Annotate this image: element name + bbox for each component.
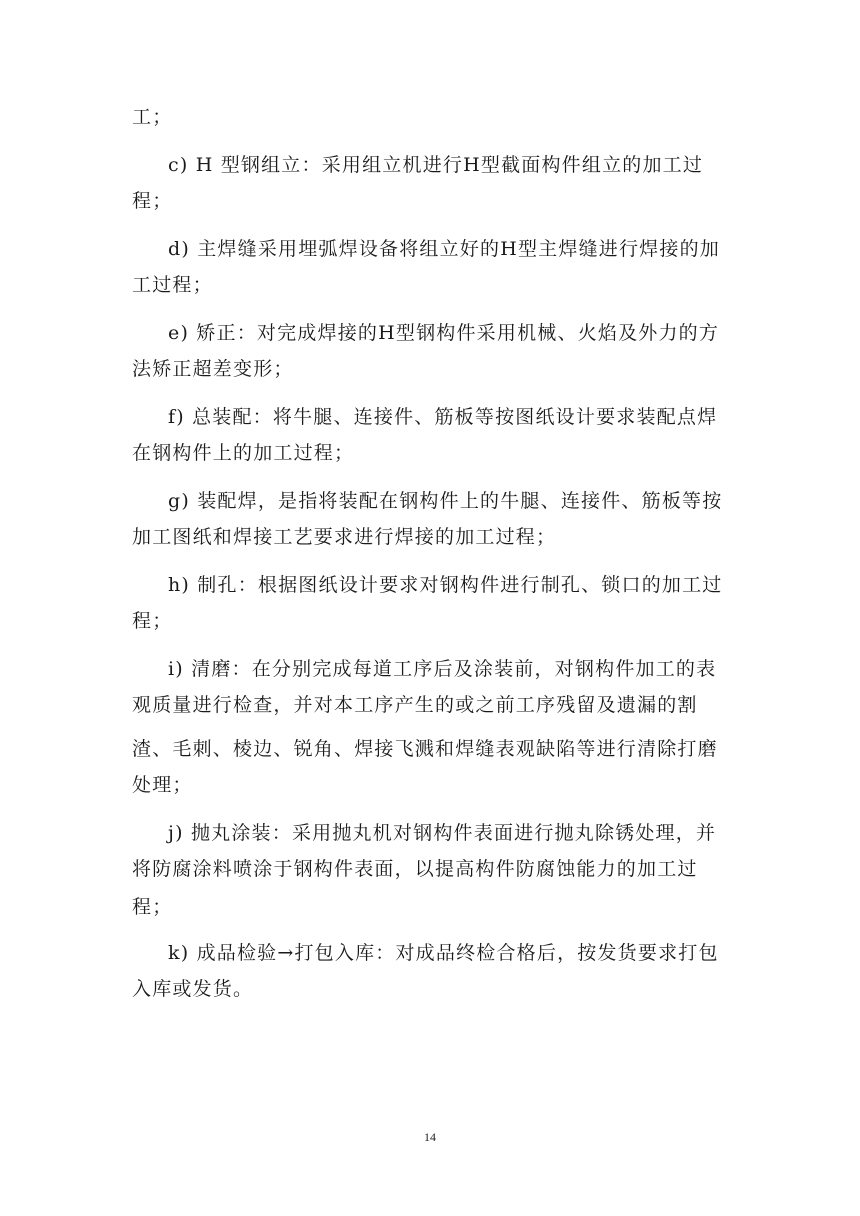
paragraph-h-line-2: 程； [132, 610, 173, 632]
page-number: 14 [424, 1130, 436, 1144]
paragraph-g-line-2: 加工图纸和焊接工艺要求进行焊接的加工过程； [132, 526, 557, 548]
paragraph-i-line-1: i) 清磨：在分别完成每道工序后及涂装前，对钢构件加工的表 [168, 658, 717, 680]
paragraph-h-line-1: h) 制孔：根据图纸设计要求对钢构件进行制孔、锁口的加工过 [168, 574, 723, 596]
paragraph-f-line-1: f) 总装配：将牛腿、连接件、筋板等按图纸设计要求装配点焊 [168, 406, 718, 428]
paragraph-c-line-1: c) H 型钢组立：采用组立机进行H型截面构件组立的加工过 [168, 154, 704, 176]
paragraph-c-line-2: 程； [132, 190, 173, 212]
paragraph-g-line-1: g) 装配焊，是指将装配在钢构件上的牛腿、连接件、筋板等按 [168, 490, 723, 512]
paragraph-d-line-1: d) 主焊缝采用埋弧焊设备将组立好的H型主焊缝进行焊接的加 [168, 238, 720, 260]
paragraph-d-line-2: 工过程； [132, 274, 213, 296]
paragraph-j-line-1: j) 抛丸涂装：采用抛丸机对钢构件表面进行抛丸除锈处理，并 [168, 822, 717, 844]
paragraph-j-line-3: 程； [132, 896, 173, 918]
paragraph-i-line-4: 处理； [132, 774, 193, 796]
paragraph-j-line-2: 将防腐涂料喷涂于钢构件表面，以提高构件防腐蚀能力的加工过 [132, 858, 698, 880]
paragraph-k-line-2: 入库或发货。 [132, 978, 254, 1000]
paragraph-i-line-3: 渣、毛刺、棱边、锐角、焊接飞溅和焊缝表观缺陷等进行清除打磨 [132, 738, 718, 760]
text-line: 工； [132, 106, 173, 128]
paragraph-e-line-1: e) 矫正：对完成焊接的H型钢构件采用机械、火焰及外力的方 [168, 322, 720, 344]
paragraph-e-line-2: 法矫正超差变形； [132, 358, 294, 380]
paragraph-i-line-2: 观质量进行检查，并对本工序产生的或之前工序残留及遗漏的割 [132, 694, 698, 716]
paragraph-k-line-1: k) 成品检验→打包入库：对成品终检合格后，按发货要求打包 [168, 942, 719, 964]
paragraph-f-line-2: 在钢构件上的加工过程； [132, 442, 355, 464]
